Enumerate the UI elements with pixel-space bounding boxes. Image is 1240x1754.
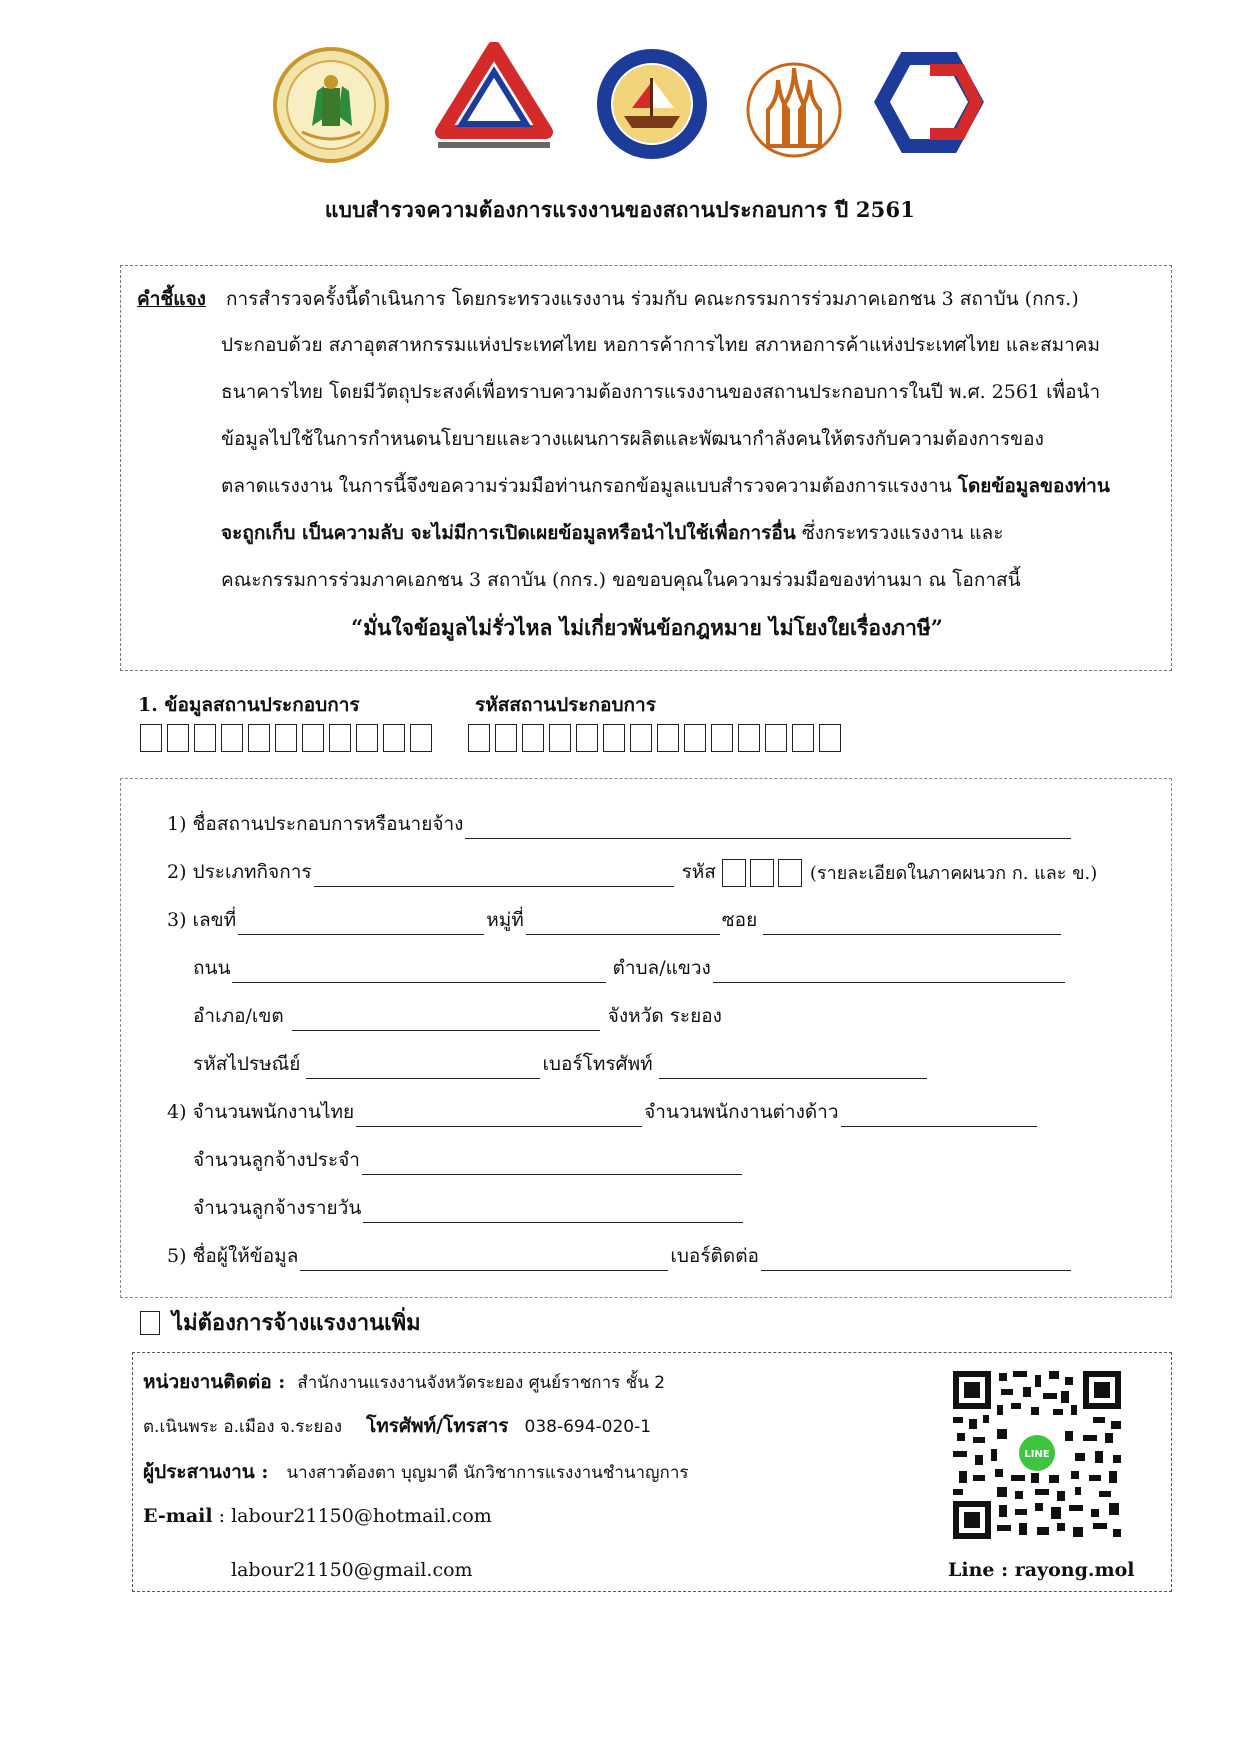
subdistrict-field[interactable]	[713, 964, 1065, 983]
row-address-3: อำเภอ/เขต จังหวัด ระยอง	[193, 1001, 722, 1031]
id-digit-box[interactable]	[194, 724, 216, 752]
instructions-line-4: ข้อมูลไปใช้ในการกำหนดนโยบายและวางแผนการผลิตและพัฒนากำลังคนให้ตรงกับความต้องการของ	[221, 428, 1044, 450]
permanent-employee-count-field[interactable]	[362, 1156, 742, 1175]
code-digit-box[interactable]	[630, 724, 652, 752]
soi-field[interactable]	[763, 916, 1061, 935]
row-address-4: รหัสไปรษณีย์ เบอร์โทรศัพท์	[193, 1049, 929, 1079]
code-digit-box[interactable]	[819, 724, 841, 752]
line-id-label: Line : rayong.mol	[948, 1559, 1135, 1581]
row-address-1: 3) เลขที่ หมู่ที่ ซอย	[167, 905, 1063, 935]
no-additional-hiring-label: ไม่ต้องการจ้างแรงงานเพิ่ม	[172, 1310, 421, 1336]
phone-field[interactable]	[659, 1060, 927, 1079]
row-daily-count: จำนวนลูกจ้างรายวัน	[193, 1193, 745, 1223]
instructions-line-7: คณะกรรมการร่วมภาคเอกชน 3 สถาบัน (กกร.) ขอขอบคุณในความร่วมมือของท่านมา ณ โอกาสนี้	[221, 569, 1021, 591]
id-digit-box[interactable]	[167, 724, 189, 752]
board-of-trade-seal	[594, 46, 710, 162]
email-link-hotmail[interactable]: : labour21150@hotmail.com	[218, 1505, 492, 1527]
id-digit-box[interactable]	[302, 724, 324, 752]
house-number-field[interactable]	[238, 916, 484, 935]
id-digit-box[interactable]	[383, 724, 405, 752]
village-number-field[interactable]	[526, 916, 720, 935]
foreign-employee-count-field[interactable]	[841, 1108, 1037, 1127]
code-digit-box[interactable]	[549, 724, 571, 752]
business-code-box[interactable]	[778, 859, 802, 887]
postal-code-field[interactable]	[306, 1060, 540, 1079]
instructions-line-5: ตลาดแรงงาน ในการนี้จึงขอความร่วมมือท่านกรอกข้อมูลแบบสำรวจความต้องการแรงงาน โดยข้อมูลของท่าน	[221, 475, 1110, 497]
business-code-box[interactable]	[722, 859, 746, 887]
contact-box	[132, 1352, 1172, 1592]
id-digit-box[interactable]	[329, 724, 351, 752]
instructions-line-3: ธนาคารไทย โดยมีวัตถุประสงค์เพื่อทราบความต้องการแรงงานของสถานประกอบการในปี พ.ศ. 2561 เพื่อนำ	[221, 381, 1101, 403]
id-digit-box[interactable]	[248, 724, 270, 752]
page-title: แบบสำรวจความต้องการแรงงานของสถานประกอบการ ปี 2561	[324, 197, 916, 222]
business-type-field[interactable]	[314, 868, 674, 887]
id-digit-box[interactable]	[140, 724, 162, 752]
thai-employee-count-field[interactable]	[356, 1108, 642, 1127]
establishment-id-boxes[interactable]	[140, 724, 437, 752]
code-digit-box[interactable]	[495, 724, 517, 752]
code-digit-box[interactable]	[738, 724, 760, 752]
contact-email-line: E-mail : labour21150@hotmail.com	[143, 1505, 492, 1527]
no-additional-hiring-checkbox[interactable]	[140, 1311, 160, 1335]
instructions-line-6: จะถูกเก็บ เป็นความลับ จะไม่มีการเปิดเผยข้อมูลหรือนำไปใช้เพื่อการอื่น ซึ่งกระทรวงแรงงาน และ	[221, 522, 1004, 544]
id-digit-box[interactable]	[275, 724, 297, 752]
instructions-label: คำชี้แจง	[137, 288, 206, 310]
daily-employee-count-field[interactable]	[363, 1204, 743, 1223]
contact-agency-line: หน่วยงานติดต่อ : สำนักงานแรงงานจังหวัดระยอง ศูนย์ราชการ ชั้น 2	[143, 1371, 666, 1393]
row-permanent-count: จำนวนลูกจ้างประจำ	[193, 1145, 744, 1175]
code-digit-box[interactable]	[603, 724, 625, 752]
row-informant: 5) ชื่อผู้ให้ข้อมูล เบอร์ติดต่อ	[167, 1241, 1073, 1271]
business-code-box[interactable]	[750, 859, 774, 887]
contact-coordinator-line: ผู้ประสานงาน : นางสาวต้องตา บุญมาดี นักวิชาการแรงงานชำนาญการ	[143, 1461, 689, 1483]
line-badge-label: LINE	[1024, 1449, 1050, 1460]
code-digit-box[interactable]	[657, 724, 679, 752]
code-digit-box[interactable]	[684, 724, 706, 752]
email-link-gmail[interactable]: labour21150@gmail.com	[231, 1559, 473, 1581]
labour-ministry-seal	[272, 46, 390, 164]
code-digit-box[interactable]	[576, 724, 598, 752]
line-qr-code-icon[interactable]	[953, 1371, 1121, 1539]
establishment-name-field[interactable]	[465, 820, 1071, 839]
code-digit-box[interactable]	[792, 724, 814, 752]
no-additional-hiring-option[interactable]	[140, 1305, 421, 1340]
code-digit-box[interactable]	[522, 724, 544, 752]
instructions-line-1: คำชี้แจง การสำรวจครั้งนี้ดำเนินการ โดยกระทรวงแรงงาน ร่วมกับ คณะกรรมการร่วมภาคเอกชน 3 สถาบัน (กกร.)	[137, 288, 1079, 310]
section-1-heading: 1. ข้อมูลสถานประกอบการ	[138, 694, 360, 716]
code-digit-box[interactable]	[711, 724, 733, 752]
thai-bankers-association-logo	[870, 52, 988, 154]
contact-number-field[interactable]	[761, 1252, 1071, 1271]
row-establishment-name: 1) ชื่อสถานประกอบการหรือนายจ้าง	[167, 809, 1073, 839]
id-digit-box[interactable]	[221, 724, 243, 752]
code-digit-box[interactable]	[468, 724, 490, 752]
instructions-box	[120, 265, 1172, 671]
federation-of-thai-industries-logo	[424, 42, 564, 154]
row-employee-count: 4) จำนวนพนักงานไทย จำนวนพนักงานต่างด้าว	[167, 1097, 1039, 1127]
thai-chamber-logo	[738, 50, 850, 166]
id-digit-box[interactable]	[410, 724, 432, 752]
contact-address-line: ต.เนินพระ อ.เมือง จ.ระยอง โทรศัพท์/โทรสาร 038-694-020-1	[143, 1415, 652, 1437]
road-field[interactable]	[232, 964, 606, 983]
row-business-type: 2) ประเภทกิจการ รหัส (รายละเอียดในภาคผนวก ก. และ ข.)	[167, 857, 1097, 887]
informant-name-field[interactable]	[300, 1252, 668, 1271]
establishment-code-heading: รหัสสถานประกอบการ	[475, 694, 656, 716]
district-field[interactable]	[292, 1012, 600, 1031]
code-digit-box[interactable]	[765, 724, 787, 752]
id-digit-box[interactable]	[356, 724, 378, 752]
establishment-code-boxes[interactable]	[468, 724, 846, 752]
instructions-line-2: ประกอบด้วย สภาอุตสาหกรรมแห่งประเทศไทย หอการค้าการไทย สภาหอการค้าแห่งประเทศไทย และสมาคม	[221, 334, 1101, 356]
establishment-form	[120, 778, 1172, 1298]
row-address-2: ถนน ตำบล/แขวง	[193, 953, 1067, 983]
confidentiality-slogan: “มั่นใจข้อมูลไม่รั่วไหล ไม่เกี่ยวพันข้อกฎหมาย ไม่โยงใยเรื่องภาษี”	[351, 615, 943, 640]
